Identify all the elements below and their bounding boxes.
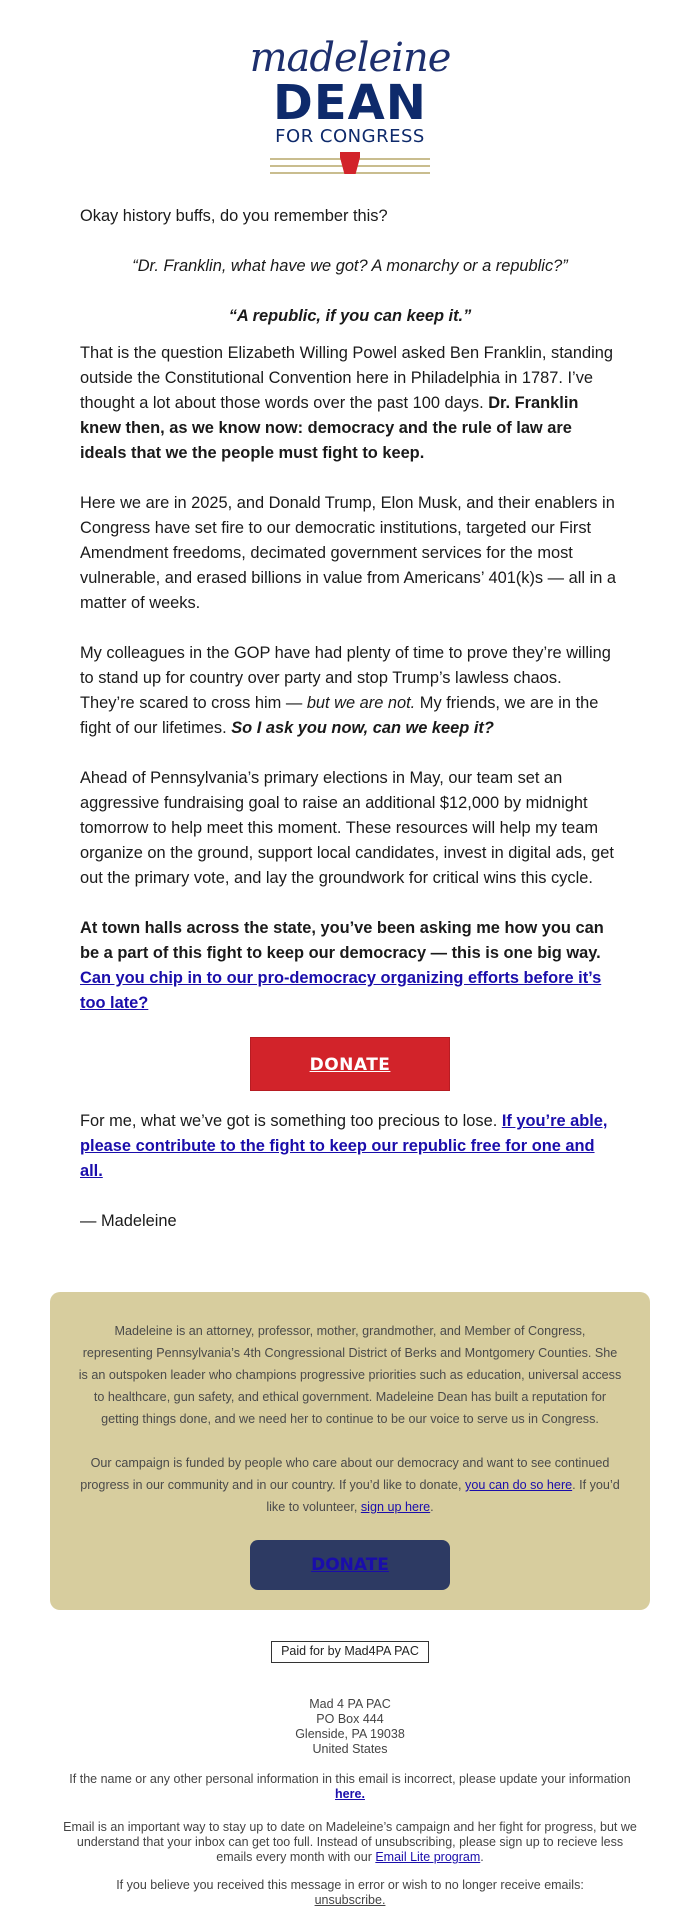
paragraph-4: Ahead of Pennsylvania’s primary elections in May, our team set an aggressive fundraising goal to raise an additional $12,000 by midnight tomorrow to help meet this moment. These resources will help my team organize on the ground, support local candidates, invest in digital ads, get out the primary vote, and lay the groundwork for critical wins this cycle. <box>80 769 614 887</box>
address-line-4: United States <box>312 1742 388 1756</box>
mailing-address <box>0 1697 700 1757</box>
volunteer-link[interactable]: sign up here <box>360 1500 431 1514</box>
unsubscribe-link[interactable]: unsubscribe. <box>314 1893 386 1907</box>
chip-in-link[interactable]: Can you chip in to our pro-democracy organizing efforts before it’s too late? <box>80 969 602 1012</box>
donate-here-link[interactable]: you can do so here <box>465 1478 573 1492</box>
contribute-link[interactable]: If you’re able, please contribute to the fight to keep our republic free for one and all. <box>80 1112 608 1180</box>
unsubscribe-text <box>110 1878 590 1908</box>
paragraph-5-bold: At town halls across the state, you’ve been asking me how you can be a part of this fight to keep our democracy — this is one big way. <box>80 919 604 962</box>
paragraph-3-text-a: My colleagues in the GOP have had plenty of time to prove they’re willing to stand up for country over party and stop Trump’s lawless chaos. They’re scared to cross him — <box>80 644 611 712</box>
donate-button[interactable]: DONATE <box>250 1037 450 1091</box>
funding-text <box>78 1452 622 1518</box>
paragraph-5 <box>80 916 620 1016</box>
funding-text-a: Our campaign is funded by people who care about our democracy and want to see continued progress in our community and in our country. If you’d like to donate, <box>80 1456 610 1492</box>
paid-for-disclaimer: Paid for by Mad4PA PAC <box>271 1641 429 1663</box>
update-info-label: If the name or any other personal information in this email is incorrect, please update your information <box>69 1772 631 1786</box>
franklin-quote-question: “Dr. Franklin, what have we got? A monarchy or a republic?” <box>132 257 568 275</box>
paragraph-1-bold: Dr. Franklin knew then, as we know now: democracy and the rule of law are ideals that we the people must fight to keep. <box>80 394 579 462</box>
paragraph-6 <box>80 1109 620 1184</box>
intro-text: Okay history buffs, do you remember this? <box>80 207 388 225</box>
paragraph-6-text: For me, what we’ve got is something too precious to lose. <box>80 1112 502 1130</box>
unsubscribe-label: If you believe you received this message in error or wish to no longer receive emails: <box>116 1878 584 1892</box>
footer-donate-button[interactable]: DONATE <box>250 1540 450 1590</box>
update-info-text <box>60 1772 640 1802</box>
email-lite-end: . <box>480 1850 484 1864</box>
funding-text-b: . If you’d like to volunteer, <box>266 1478 620 1514</box>
footer-info-box <box>50 1292 650 1610</box>
campaign-logo <box>0 35 700 182</box>
email-lite-link[interactable]: Email Lite program <box>375 1850 481 1864</box>
address-line-2: PO Box 444 <box>316 1712 384 1726</box>
logo-subtitle: FOR CONGRESS <box>275 126 425 147</box>
update-info-link[interactable]: here. <box>335 1787 365 1801</box>
address-line-3: Glenside, PA 19038 <box>295 1727 405 1741</box>
keystone-icon <box>340 152 360 174</box>
paragraph-3-italic: but we are not. <box>306 694 416 712</box>
bio-text: Madeleine is an attorney, professor, mother, grandmother, and Member of Congress, representing Pennsylvania’s 4th Congressional District of Berks and Montgomery Counties. She is an outspoken leader who champions progressive priorities such as education, universal access to healthcare, gun safety, and ethical government. Madeleine Dean has built a reputation for getting things done, and we need her to continue to be our voice to serve us in Congress. <box>78 1324 622 1426</box>
address-line-1: Mad 4 PA PAC <box>309 1697 391 1711</box>
paragraph-3 <box>80 641 620 741</box>
logo-keystone-emblem <box>270 152 430 182</box>
email-lite-text <box>60 1820 640 1865</box>
paragraph-1-text: That is the question Elizabeth Willing Powel asked Ben Franklin, standing outside the Constitutional Convention here in Philadelphia in 1787. I’ve thought a lot about those words over the past 100 days. <box>80 344 613 412</box>
email-body <box>80 204 620 1259</box>
signoff: — Madeleine <box>80 1212 177 1230</box>
paragraph-3-text-b: My friends, we are in the fight of our lifetimes. <box>80 694 599 737</box>
paragraph-1 <box>80 341 620 466</box>
logo-surname: DEAN <box>273 75 427 131</box>
funding-text-c: . <box>430 1500 434 1514</box>
paragraph-2: Here we are in 2025, and Donald Trump, Elon Musk, and their enablers in Congress have set fire to our democratic institutions, targeted our First Amendment freedoms, decimated government services for the most vulnerable, and erased billions in value from Americans’ 401(k)s — all in a matter of weeks. <box>80 494 616 612</box>
email-lite-label: Email is an important way to stay up to date on Madeleine’s campaign and her fight for progress, but we understand that your inbox can get too full. Instead of unsubscribing, please sign up to recieve less emails every month with our <box>63 1820 637 1864</box>
logo-script-name: madeleine <box>249 35 451 81</box>
paragraph-3-bold-italic: So I ask you now, can we keep it? <box>231 719 494 737</box>
franklin-quote-answer: “A republic, if you can keep it.” <box>228 307 472 325</box>
